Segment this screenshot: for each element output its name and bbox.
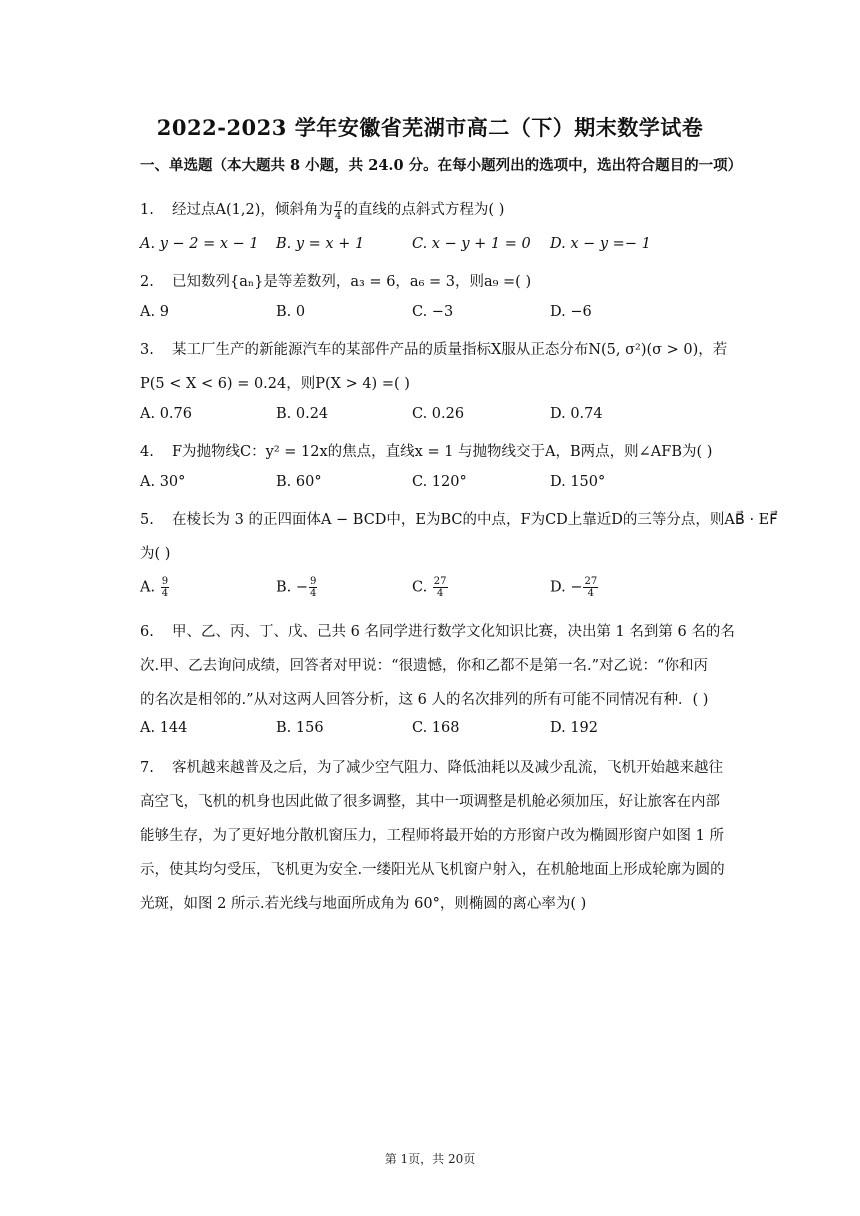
option-d[interactable]: D. − $\frac{27}{4}$ [550, 576, 598, 599]
question-7-stem-line-4: 示，使其均匀受压，飞机更为安全.一缕阳光从飞机窗户射入，在机舱地面上形成轮廓为圆的 [140, 862, 725, 878]
option-a[interactable]: A. y − 2 = x − 1 [140, 236, 259, 252]
question-2-stem: 2. 已知数列{aₙ}是等差数列，a₃ = 6，a₆ = 3，则a₉ =( ) [140, 274, 532, 290]
option-a[interactable]: A. 0.76 [140, 406, 192, 422]
question-number: 1. [140, 202, 154, 218]
question-number: 6. [140, 624, 154, 640]
question-1-stem: 1. 经过点A(1,2)，倾斜角为 $\frac{\pi}{4}$ 的直线的点斜式方程为( ) [140, 198, 505, 222]
question-7-stem-line-1: 7. 客机越来越普及之后，为了减少空气阻力、降低油耗以及减少乱流，飞机开始越来越往 [140, 760, 723, 776]
question-number: 2. [140, 274, 154, 290]
question-6-stem-line-2: 次.甲、乙去询问成绩，回答者对甲说：“很遗憾，你和乙都不是第一名.”对乙说：“你和丙 [140, 658, 708, 674]
option-d[interactable]: D. 0.74 [550, 406, 603, 422]
option-d[interactable]: D. −6 [550, 304, 592, 320]
fraction: $\frac{\pi}{4}$ [334, 198, 342, 222]
option-a[interactable]: A. $\frac{9}{4}$ [140, 576, 169, 599]
question-number: 3. [140, 342, 154, 358]
page-footer: 第 1页，共 20页 [384, 1152, 476, 1166]
question-7-stem-line-2: 高空飞，飞机的机身也因此做了很多调整，其中一项调整是机舱必须加压，好让旅客在内部 [140, 794, 720, 810]
page-title: 2022-2023 学年安徽省芜湖市高二（下）期末数学试卷 [156, 115, 704, 140]
option-d[interactable]: D. 192 [550, 720, 599, 736]
option-a[interactable]: A. 144 [140, 720, 188, 736]
option-c[interactable]: C. 120° [412, 474, 467, 490]
option-c[interactable]: C. −3 [412, 304, 454, 320]
question-number: 5. [140, 512, 154, 528]
fraction: $\frac{9}{4}$ [310, 576, 317, 599]
fraction: $\frac{27}{4}$ [433, 576, 447, 599]
fraction: $\frac{27}{4}$ [584, 576, 598, 599]
option-a[interactable]: A. 9 [140, 304, 169, 320]
option-b[interactable]: B. 60° [276, 474, 322, 490]
option-c[interactable]: C. $\frac{27}{4}$ [412, 576, 447, 599]
option-b[interactable]: B. 0 [276, 304, 306, 320]
question-3-stem-line-1: 3. 某工厂生产的新能源汽车的某部件产品的质量指标X服从正态分布N(5, σ²)(σ > 0)，若 [140, 342, 728, 358]
option-d[interactable]: D. x − y =− 1 [550, 236, 651, 252]
option-b[interactable]: B. 156 [276, 720, 324, 736]
question-4-stem: 4. F为抛物线C：y² = 12x的焦点，直线x = 1 与抛物线交于A，B两点，则∠AFB为( ) [140, 444, 713, 460]
option-b[interactable]: B. 0.24 [276, 406, 329, 422]
question-3-stem-line-2: P(5 < X < 6) = 0.24，则P(X > 4) =( ) [140, 376, 410, 392]
question-6-stem-line-1: 6. 甲、乙、丙、丁、戊、己共 6 名同学进行数学文化知识比赛，决出第 1 名到第 6 名的名 [140, 624, 735, 640]
option-d[interactable]: D. 150° [550, 474, 606, 490]
fraction: $\frac{9}{4}$ [161, 576, 169, 599]
question-number: 4. [140, 444, 154, 460]
option-c[interactable]: C. 168 [412, 720, 460, 736]
question-number: 7. [140, 760, 154, 776]
question-7-stem-line-5: 光斑，如图 2 所示.若光线与地面所成角为 60°，则椭圆的离心率为( ) [140, 896, 587, 912]
option-a[interactable]: A. 30° [140, 474, 186, 490]
option-c[interactable]: C. x − y + 1 = 0 [412, 236, 531, 252]
question-5-stem-line-2: 为( ) [140, 546, 171, 562]
option-b[interactable]: B. − $\frac{9}{4}$ [276, 576, 317, 599]
question-5-stem-line-1: 5. 在棱长为 3 的正四面体A − BCD中，E为BC的中点，F为CD上靠近D的三等分点，则AB⃗ · EF⃗ [140, 512, 778, 528]
option-c[interactable]: C. 0.26 [412, 406, 465, 422]
question-6-stem-line-3: 的名次是相邻的.”从对这两人回答分析，这 6 人的名次排列的所有可能不同情况有种．( ) [140, 692, 709, 708]
option-b[interactable]: B. y = x + 1 [276, 236, 365, 252]
section-header: 一、单选题（本大题共 8 小题，共 24.0 分。在每小题列出的选项中，选出符合题目的一项） [140, 157, 743, 174]
question-7-stem-line-3: 能够生存，为了更好地分散机窗压力，工程师将最开始的方形窗户改为椭圆形窗户如图 1 所 [140, 828, 724, 844]
